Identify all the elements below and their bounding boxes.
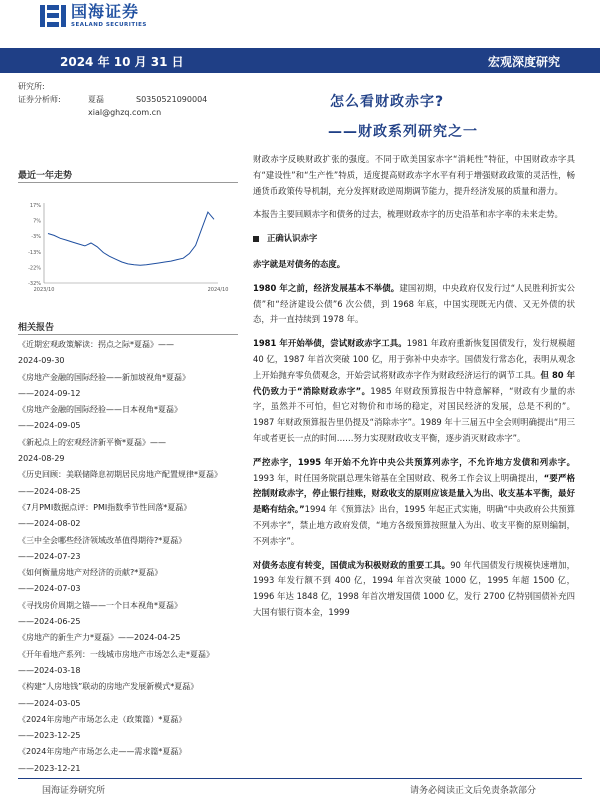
trend-chart-svg: [18, 195, 240, 300]
related-report-date: ——2024-07-23: [18, 551, 81, 561]
logo-text-en: SEALAND SECURITIES: [71, 22, 147, 28]
paragraph-1: [253, 281, 575, 328]
logo-text-cn: 国海证券: [71, 2, 140, 21]
related-report-title[interactable]: 《房地产金融的国际经验——新加坡视角*夏磊》: [18, 372, 190, 382]
section-heading: [253, 231, 575, 247]
paragraph-3-bold-2: “要严格控制财政赤字，停止银行挂账，财政收支的原则应该是量入为出、收支基本平衡，最好是略有结余。”: [253, 472, 575, 515]
section-title: 正确认识赤字: [267, 233, 318, 244]
related-report-title[interactable]: 《开年看地产系列：一线城市房地产市场怎么走*夏磊》: [18, 649, 214, 659]
report-body: [253, 152, 575, 629]
logo-icon: [40, 3, 66, 29]
date-banner: [0, 48, 600, 73]
related-report-title[interactable]: 《房地产的新生产力*夏磊》——2024-04-25: [18, 633, 181, 643]
footer-disclaimer: 请务必阅读正文后免责条款部分: [410, 786, 537, 796]
page-header: [0, 0, 600, 48]
analyst-name: 夏磊: [88, 95, 104, 104]
paragraph-2-bold: 1981 年开始举债，尝试财政赤字工具。: [253, 338, 407, 349]
trend-chart: [18, 195, 240, 300]
company-logo: [40, 3, 147, 29]
related-report-date: ——2024-06-25: [18, 617, 81, 627]
paragraph-4-bold: 对债务态度有转变，国债成为积极财政的重要工具。: [253, 559, 451, 570]
intro-paragraph-1: 财政赤字反映财政扩张的强度。不同于欧美国家赤字“消耗性”特征，中国财政赤字具有“建设性”和“生产性”特质，适度提高财政赤字水平有利于增强财政政策的灵活性，畅通货币政策传导机制，充分发挥财政逆周期调节能力，提升经济发展的质量和潜力。: [253, 154, 575, 196]
related-report-date: ——2023-12-25: [18, 731, 81, 741]
related-report-title[interactable]: 《构建“人房地钱”联动的房地产发展新模式*夏磊》: [18, 682, 199, 692]
analyst-email[interactable]: xial@ghzq.com.cn: [88, 108, 162, 117]
trend-divider: [18, 182, 238, 183]
paragraph-2-bold-2: 但 80 年代仍致力于“消除财政赤字”。: [253, 369, 575, 396]
paragraph-3-text-2: 1994 年《预算法》出台，1995 年起正式实施，明确“中央政府公共预算不列赤字”，禁止地方政府发债，“地方各级预算按照量入为出、收支平衡的原则编制，不列赤字”。: [253, 504, 576, 546]
related-heading: 相关报告: [18, 323, 55, 333]
trend-heading: 最近一年走势: [18, 171, 73, 181]
paragraph-2: [253, 336, 575, 447]
x-tick-label: 2024/10: [207, 287, 229, 293]
related-report-date: ——2024-03-05: [18, 698, 81, 708]
related-report-title[interactable]: 《寻找房价周期之锚——一个日本视角*夏磊》: [18, 600, 182, 610]
report-type: 宏观深度研究: [487, 55, 560, 69]
related-report-title[interactable]: 《三中全会哪些经济领域改革值得期待?*夏磊》: [18, 535, 187, 545]
report-date: 2024 年 10 月 31 日: [60, 55, 184, 69]
y-tick-label: -3%: [31, 234, 41, 241]
y-tick-label: -22%: [28, 265, 41, 272]
related-report-title[interactable]: 《近期宏观政策解读：拐点之际*夏磊》——: [18, 340, 174, 349]
related-report-date: ——2024-08-25: [18, 486, 81, 496]
y-tick-label: 17%: [29, 203, 41, 209]
institute-label: 研究所:: [18, 82, 45, 91]
intro-paragraph-2: 本报告主要回顾赤字和债务的过去，梳理财政赤字的历史沿革和赤字率的未来走势。: [253, 209, 563, 220]
footer-institute: 国海证券研究所: [42, 786, 106, 796]
related-report-title[interactable]: 《如何衡量房地产对经济的贡献?*夏磊》: [18, 568, 163, 578]
related-report-date: ——2024-09-12: [18, 388, 81, 398]
related-report-title[interactable]: 《历史回顾：美联储降息初期居民房地产配置规律*夏磊》: [18, 470, 222, 480]
paragraph-3-text: 1993 年，时任国务院副总理朱镕基在全国财政、税务工作会议上明确提出，: [253, 472, 544, 483]
related-report-date: 2024-09-30: [18, 356, 65, 366]
analyst-label: 证券分析师:: [18, 95, 61, 104]
related-report-date: ——2024-07-03: [18, 584, 81, 594]
related-report-date: ——2023-12-21: [18, 763, 81, 773]
related-divider: [18, 334, 238, 335]
paragraph-3: [253, 455, 575, 550]
related-report-title[interactable]: 《2024年房地产市场怎么走（政策篇）*夏磊》: [18, 714, 187, 724]
trend-series-line: [48, 212, 214, 265]
y-tick-label: 7%: [33, 218, 41, 225]
paragraph-3-bold: 严控赤字，1995 年开始不允许中央公共预算列赤字，不允许地方发债和列赤字。: [253, 456, 575, 467]
related-report-title[interactable]: 《房地产金融的国际经验——日本视角*夏磊》: [18, 405, 182, 415]
paragraph-1-text: 建国初期，中央政府仅发行过“人民胜利折实公债”和“经济建设公债”6 次公债，到 1968 年底，中国实现既无内债、又无外债的状态，并一直持续到 1978 年。: [253, 282, 575, 325]
related-reports-list: [18, 337, 240, 777]
related-report-date: ——2024-03-18: [18, 665, 81, 675]
lead-sentence: 赤字就是对债务的态度。: [253, 258, 346, 269]
paragraph-2-text-2: 1985 年财政预算报告中特意解释，“财政有少量的赤字，虽然并不可怕，但它对物价和市场的稳定，对国民经济的发展，总是不利的”。1987 年财政预算报告里仍提及“消除赤字”。1989 年十三届五中全会则明确提出“用三年或者更长一点的时间……努力实现财政收支平衡，逐步消灭财政赤字”。: [253, 385, 575, 443]
x-tick-label: 2023/10: [33, 287, 55, 293]
y-tick-label: -13%: [28, 249, 41, 256]
y-tick-label: -32%: [28, 281, 41, 287]
paragraph-4: [253, 558, 575, 621]
related-report-date: ——2024-08-02: [18, 519, 81, 529]
paragraph-2-text: 1981 年政府重新恢复国债发行，发行规模超 40 亿，1987 年首次突破 100 亿，用于弥补中央赤字。国债发行常态化，表明从观念上开始抛弃零负债观念，开始尝试将财政赤字作为财政经济运行的调节工具。: [253, 338, 575, 380]
footer-divider: [18, 778, 582, 779]
report-title: 怎么看财政赤字?: [330, 94, 445, 110]
paragraph-1-bold: 1980 年之前，经济发展基本不举债。: [253, 282, 400, 293]
related-report-title[interactable]: 《2024年房地产市场怎么走——需求篇*夏磊》: [18, 747, 187, 757]
related-report-title[interactable]: 《新起点上的宏观经济新平衡*夏磊》——: [18, 437, 166, 447]
related-report-date: ——2024-09-05: [18, 421, 81, 431]
analyst-info: [18, 80, 207, 119]
related-report-date: 2024-08-29: [18, 454, 65, 464]
report-subtitle: ——财政系列研究之一: [328, 124, 478, 140]
section-bullet-icon: [253, 236, 259, 242]
related-report-title[interactable]: 《7月PMI数据点评：PMI指数季节性回落*夏磊》: [18, 502, 192, 512]
analyst-license: S0350521090004: [136, 95, 208, 104]
paragraph-4-text: 90 年代国债发行规模快速增加，1993 年发行额不到 400 亿，1994 年首次突破 1000 亿，1995 年超 1500 亿，1996 年达 1848 亿，1998 年首次增发国债 1000 亿，发行 2700 亿特别国债补充四大国有银行资本金，1999: [253, 559, 576, 617]
